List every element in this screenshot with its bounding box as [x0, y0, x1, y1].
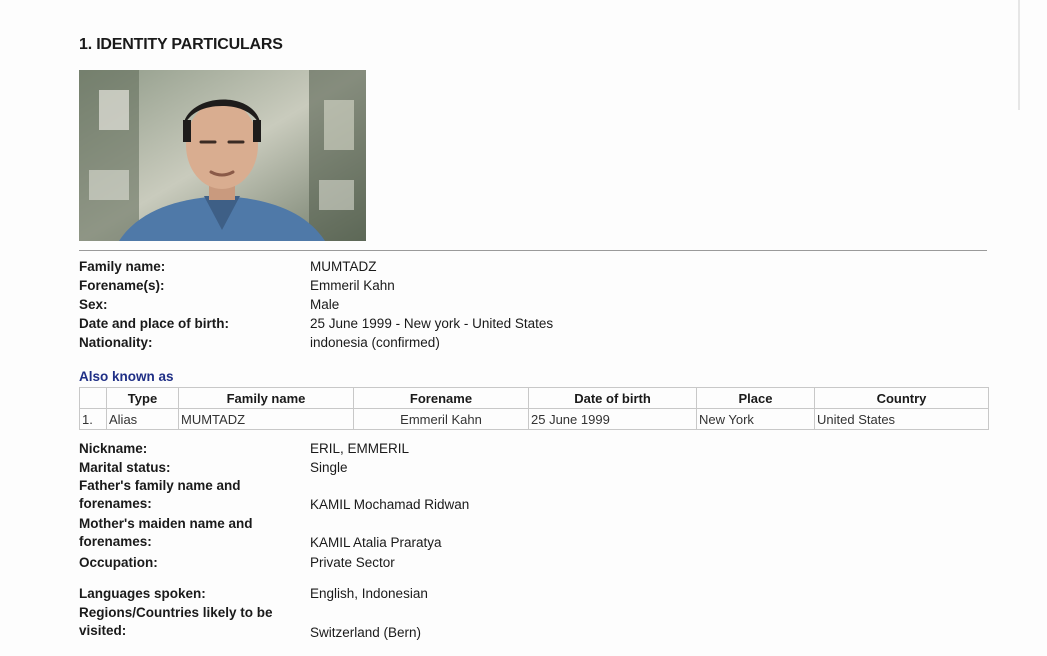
- divider: [79, 250, 987, 251]
- page-edge: [1018, 0, 1020, 110]
- regions-label-line-1: Regions/Countries likely to be: [79, 605, 273, 620]
- family-name-label: Family name:: [79, 259, 166, 274]
- table-row: [80, 409, 989, 430]
- languages-label: Languages spoken:: [79, 586, 206, 601]
- father-value: KAMIL Mochamad Ridwan: [310, 497, 470, 512]
- aka-cell-index: 1.: [80, 409, 107, 430]
- sex-label: Sex:: [79, 297, 108, 312]
- aka-col-family-name: Family name: [179, 388, 354, 409]
- occupation-value: Private Sector: [310, 555, 395, 570]
- aka-table: [79, 387, 989, 430]
- section-title: 1. IDENTITY PARTICULARS: [79, 36, 283, 53]
- regions-label: [79, 604, 309, 640]
- aka-cell-family-name: MUMTADZ: [179, 409, 354, 430]
- birth-value: 25 June 1999 - New york - United States: [310, 316, 554, 331]
- aka-col-type: Type: [107, 388, 179, 409]
- aka-cell-place: New York: [697, 409, 815, 430]
- nationality-label: Nationality:: [79, 335, 153, 350]
- sex-value: Male: [310, 297, 340, 312]
- regions-value: Switzerland (Bern): [310, 625, 422, 640]
- forenames-value: Emmeril Kahn: [310, 278, 395, 293]
- aka-heading: Also known as: [79, 369, 174, 384]
- marital-value: Single: [310, 460, 348, 475]
- birth-label: Date and place of birth:: [79, 316, 230, 331]
- aka-col-index: [80, 388, 107, 409]
- aka-col-dob: Date of birth: [529, 388, 697, 409]
- aka-cell-country: United States: [815, 409, 989, 430]
- aka-header-row: [80, 388, 989, 409]
- occupation-label: Occupation:: [79, 555, 158, 570]
- father-label-line-1: Father's family name and: [79, 478, 241, 493]
- forenames-label: Forename(s):: [79, 278, 165, 293]
- mother-label-line-1: Mother's maiden name and: [79, 516, 253, 531]
- aka-col-forename: Forename: [354, 388, 529, 409]
- father-label: [79, 477, 309, 513]
- aka-col-country: Country: [815, 388, 989, 409]
- mother-label: [79, 515, 309, 551]
- nationality-value: indonesia (confirmed): [310, 335, 440, 350]
- regions-label-line-2: visited:: [79, 623, 127, 638]
- nickname-label: Nickname:: [79, 441, 148, 456]
- mother-value: KAMIL Atalia Praratya: [310, 535, 442, 550]
- aka-col-place: Place: [697, 388, 815, 409]
- aka-cell-forename: Emmeril Kahn: [354, 409, 529, 430]
- family-name-value: MUMTADZ: [310, 259, 377, 274]
- identity-photo: [79, 70, 366, 241]
- nickname-value: ERIL, EMMERIL: [310, 441, 410, 456]
- aka-cell-dob: 25 June 1999: [529, 409, 697, 430]
- father-label-line-2: forenames:: [79, 496, 152, 511]
- aka-cell-type: Alias: [107, 409, 179, 430]
- marital-label: Marital status:: [79, 460, 171, 475]
- mother-label-line-2: forenames:: [79, 534, 152, 549]
- languages-value: English, Indonesian: [310, 586, 428, 601]
